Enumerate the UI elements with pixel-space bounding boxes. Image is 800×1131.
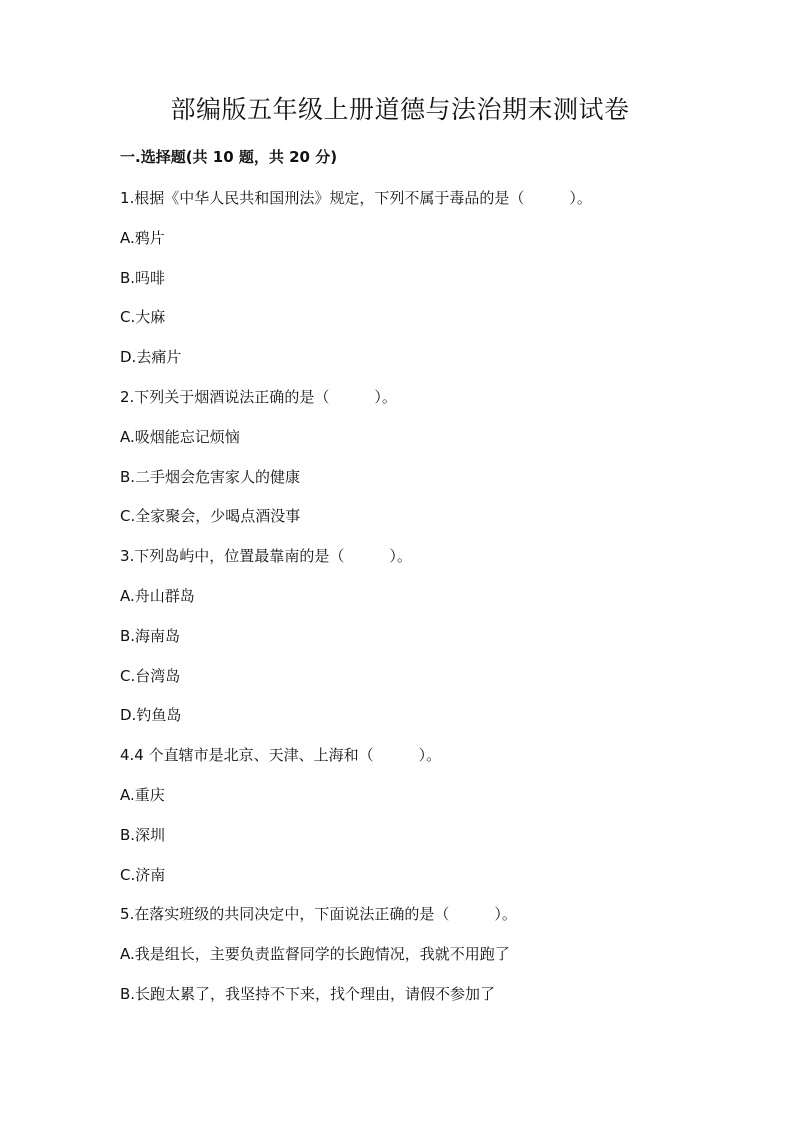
option-1d: D.去痛片 [120, 348, 182, 367]
option-3b: B.海南岛 [120, 626, 181, 645]
option-1c: C.大麻 [120, 308, 166, 327]
option-1a: A.鸦片 [120, 228, 165, 247]
option-5a: A.我是组长，主要负责监督同学的长跑情况，我就不用跑了 [120, 945, 510, 964]
option-2c: C.全家聚会，少喝点酒没事 [120, 507, 301, 526]
option-3a: A.舟山群岛 [120, 586, 195, 605]
question-list [120, 185, 740, 1021]
option-2a: A.吸烟能忘记烦恼 [120, 427, 240, 446]
question-1: 1.根据《中华人民共和国刑法》规定，下列不属于毒品的是（ ）。 [120, 189, 592, 207]
option-4b: B.深圳 [120, 825, 166, 844]
section-heading: 一.选择题(共 10 题，共 20 分) [120, 148, 338, 166]
question-4: 4.4 个直辖市是北京、天津、上海和（ ）。 [120, 746, 442, 765]
question-5: 5.在落实班级的共同决定中，下面说法正确的是（ ）。 [120, 905, 517, 924]
option-4a: A.重庆 [120, 785, 165, 804]
option-2b: B.二手烟会危害家人的健康 [120, 467, 301, 486]
question-2: 2.下列关于烟酒说法正确的是（ ）。 [120, 387, 397, 406]
option-1b: B.吗啡 [120, 268, 166, 287]
option-4c: C.济南 [120, 865, 166, 884]
page-title: 部编版五年级上册道德与法治期末测试卷 [170, 95, 630, 124]
option-5b: B.长跑太累了，我坚持不下来，找个理由，请假不参加了 [120, 984, 496, 1003]
option-3c: C.台湾岛 [120, 666, 181, 685]
question-3: 3.下列岛屿中，位置最靠南的是（ ）。 [120, 547, 412, 566]
option-3d: D.钓鱼岛 [120, 706, 182, 725]
